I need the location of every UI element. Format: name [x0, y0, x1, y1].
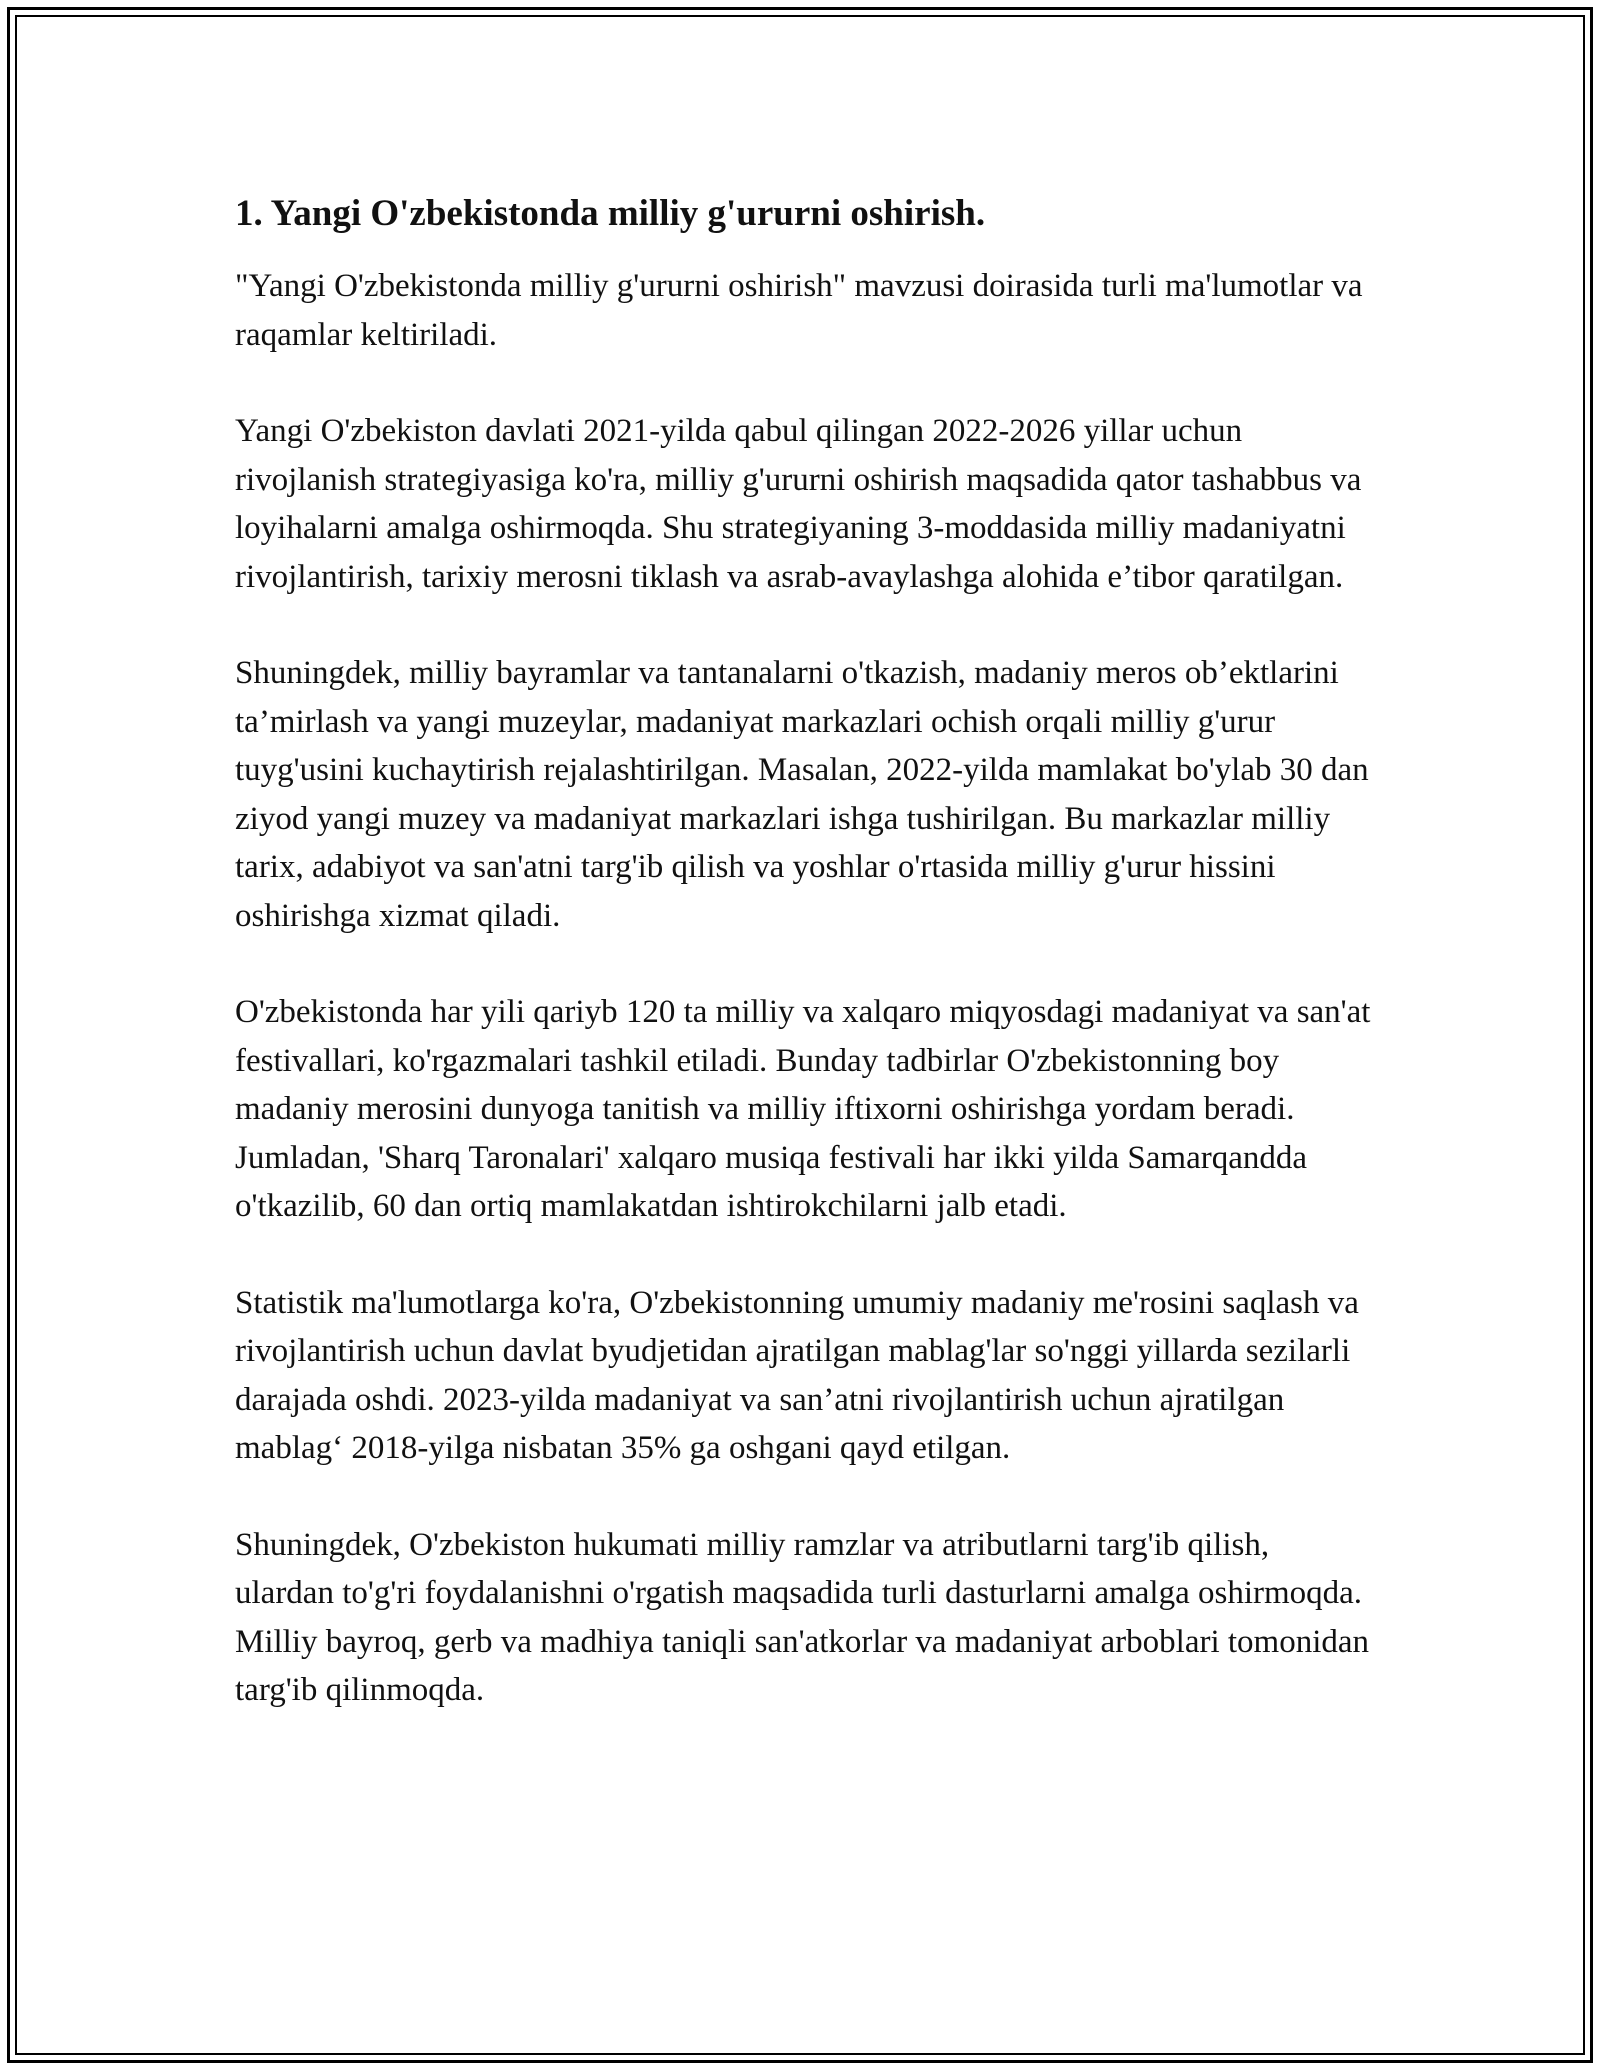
- paragraph-symbols: Shuningdek, O'zbekiston hukumati milliy ramzlar va atributlarni targ'ib qilish, ulardan to'g'ri foydalanishni o'rgatish maqsadida turli dasturlarni amalga oshirmoqda. Milliy bayroq, gerb va madhiya taniqli san'atkorlar va madaniyat arboblari tomonidan targ'ib qilinmoqda.: [235, 1526, 1370, 1708]
- paragraph-festivals: O'zbekistonda har yili qariyb 120 ta milliy va xalqaro miqyosdagi madaniyat va san'at festivallari, ko'rgazmalari tashkil etiladi. Bunday tadbirlar O'zbekistonning boy madaniy merosini dunyoga tanitish va milliy iftixorni oshirishga yordam beradi. Jumladan, 'Sharq Taronalari' xalqaro musiqa festivali har ikki yilda Samarqandda o'tkazilib, 60 dan ortiq mamlakatdan ishtirokchilarni jalb etadi.: [235, 994, 1371, 1224]
- paragraph-statistics: Statistik ma'lumotlarga ko'ra, O'zbekistonning umumiy madaniy me'rosini saqlash va rivojlantirish uchun davlat byudjetidan ajratilgan mablag'lar so'nggi yillarda sezilarli darajada oshdi. 2023-yilda madaniyat va san’atni rivojlantirish uchun ajratilgan mablag‘ 2018-yilga nisbatan 35% ga oshgani qayd etilgan.: [235, 1284, 1359, 1466]
- paragraph-intro: "Yangi O'zbekistonda milliy g'ururni oshirish" mavzusi doirasida turli ma'lumotlar va raqamlar keltiriladi.: [235, 268, 1363, 353]
- paragraph-strategy: Yangi O'zbekiston davlati 2021-yilda qabul qilingan 2022-2026 yillar uchun rivojlanish strategiyasiga ko'ra, milliy g'ururni oshirish maqsadida qator tashabbus va loyihalarni amalga oshirmoqda. Shu strategiyaning 3-moddasida milliy madaniyatni rivojlantirish, tarixiy merosni tiklash va asrab-avaylashga alohida e’tibor qaratilgan.: [235, 413, 1362, 595]
- document-title: 1. Yangi O'zbekistonda milliy g'ururni oshirish.: [235, 193, 986, 234]
- document-body: [235, 186, 1375, 1763]
- paragraph-heritage: Shuningdek, milliy bayramlar va tantanalarni o'tkazish, madaniy meros ob’ektlarini ta’mirlash va yangi muzeylar, madaniyat markazlari ochish orqali milliy g'urur tuyg'usini kuchaytirish rejalashtirilgan. Masalan, 2022-yilda mamlakat bo'ylab 30 dan ziyod yangi muzey va madaniyat markazlari ishga tushirilgan. Bu markazlar milliy tarix, adabiyot va san'atni targ'ib qilish va yoshlar o'rtasida milliy g'urur hissini oshirishga xizmat qiladi.: [235, 655, 1369, 934]
